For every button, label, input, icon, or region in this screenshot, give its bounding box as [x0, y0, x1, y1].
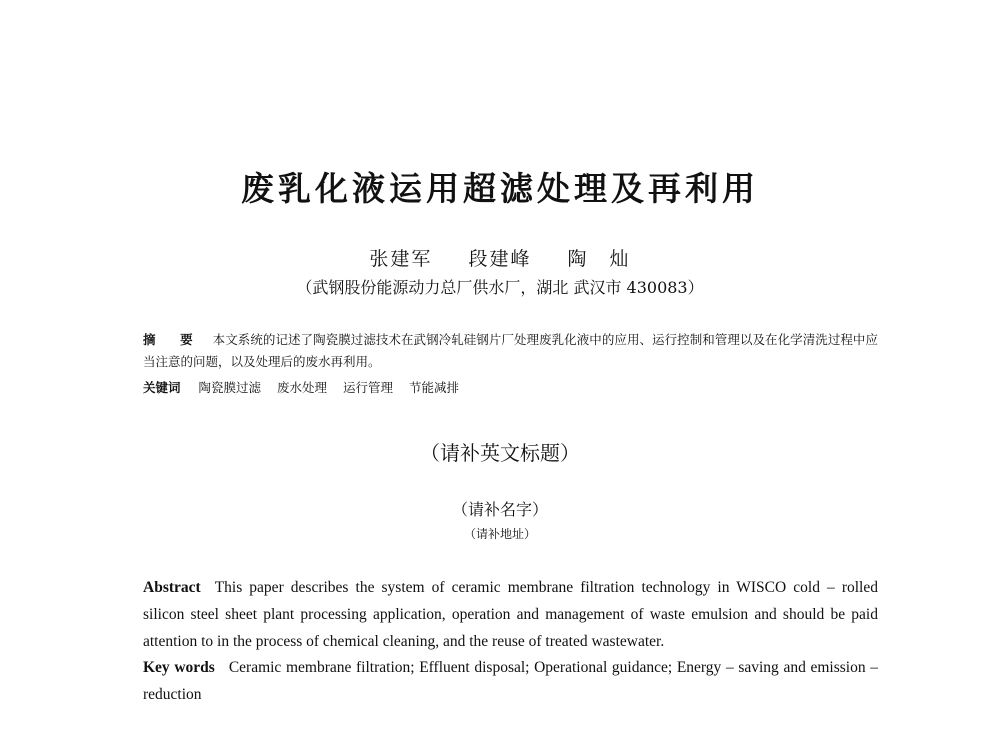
- english-keywords-text: Ceramic membrane filtration; Effluent disposal; Operational guidance; Energy – saving and emission – reduction: [143, 659, 878, 703]
- english-keywords-label: Key words: [143, 659, 215, 676]
- keyword: 陶瓷膜过滤: [198, 380, 262, 395]
- affiliation: （武钢股份能源动力总厂供水厂，湖北 武汉市 430083）: [296, 278, 704, 297]
- english-abstract-text: This paper describes the system of ceramic membrane filtration technology in WISCO cold – rolled silicon steel sheet plant processing application, operation and management of waste emulsion and should be paid attention to in the process of chemical cleaning, and the reuse of treated wastewater.: [143, 579, 878, 650]
- author-name: 陶 灿: [567, 248, 631, 270]
- author-name: 张建军: [369, 248, 433, 270]
- keyword: 运行管理: [343, 380, 394, 395]
- english-abstract-label: Abstract: [143, 579, 201, 596]
- english-title-placeholder: （请补英文标题）: [420, 441, 580, 465]
- chinese-keywords-label: 关键词: [143, 380, 181, 395]
- english-affiliation-placeholder: （请补地址）: [463, 527, 536, 541]
- author-name: 段建峰: [468, 248, 532, 270]
- chinese-abstract-label: 摘 要: [143, 332, 199, 347]
- english-keywords: [143, 654, 878, 708]
- chinese-abstract-text: 本文系统的记述了陶瓷膜过滤技术在武钢冷轧硅钢片厂处理废乳化液中的应用、运行控制和管理以及在化学清洗过程中应当注意的问题，以及处理后的废水再利用。: [143, 332, 878, 369]
- english-authors-placeholder: （请补名字）: [451, 500, 548, 519]
- paper-title: 废乳化液运用超滤处理及再利用: [241, 169, 759, 208]
- chinese-abstract: [143, 329, 878, 373]
- keyword: 废水处理: [277, 380, 328, 395]
- english-abstract: [143, 574, 878, 655]
- author-list: [0, 244, 1000, 271]
- chinese-keywords: [143, 377, 878, 399]
- keyword: 节能减排: [409, 380, 460, 395]
